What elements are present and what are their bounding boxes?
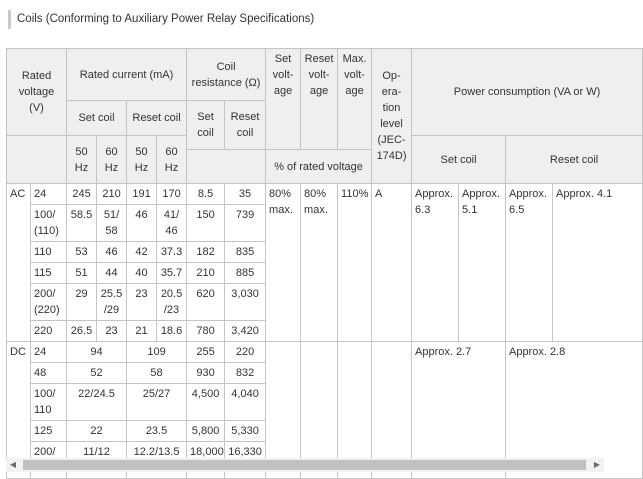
section-heading: Coils (Conforming to Auxiliary Power Relay Specifications)	[8, 10, 314, 29]
ac-label-cont	[7, 205, 31, 242]
header-rated-current: Rated current (mA)	[67, 49, 187, 101]
dc-set-resistance: 255	[187, 342, 225, 363]
ac-label-cont	[7, 284, 31, 321]
ac-set-60hz: 46	[97, 242, 127, 263]
ac-voltage: 110	[31, 242, 67, 263]
header-max-voltage: Max. volt-age	[338, 49, 372, 150]
scroll-left-arrow-icon[interactable]: ◀	[9, 460, 17, 469]
header-power-consumption: Power consumption (VA or W)	[412, 49, 643, 136]
dc-power-set: Approx. 2.7	[412, 342, 506, 479]
ac-set-60hz: 51/ 58	[97, 205, 127, 242]
ac-set-50hz: 245	[67, 184, 97, 205]
ac-power-set-initial: Approx. 6.3	[412, 184, 459, 342]
header-reset-50hz: 50 Hz	[127, 136, 157, 184]
ac-reset-resistance: 35	[225, 184, 266, 205]
ac-reset-60hz: 37.3	[157, 242, 187, 263]
dc-reset-current: 58	[127, 363, 187, 384]
ac-reset-resistance: 835	[225, 242, 266, 263]
ac-voltage: 220	[31, 321, 67, 342]
dc-reset-current: 23.5	[127, 421, 187, 442]
ac-set-resistance: 210	[187, 263, 225, 284]
ac-reset-50hz: 23	[127, 284, 157, 321]
table-viewport[interactable]	[6, 48, 613, 458]
ac-set-voltage: 80% max.	[266, 184, 301, 342]
dc-reset-resistance: 16,330	[225, 442, 266, 479]
ac-reset-resistance: 3,420	[225, 321, 266, 342]
header-power-set-coil: Set coil	[412, 136, 506, 184]
header-coil-resistance: Coil resistance (Ω)	[187, 49, 266, 101]
dc-set-resistance: 930	[187, 363, 225, 384]
dc-set-resistance: 5,800	[187, 421, 225, 442]
ac-voltage: 100/ (110)	[31, 205, 67, 242]
dc-set-resistance: 4,500	[187, 384, 225, 421]
header-set-coil-resistance: Set coil	[187, 101, 225, 150]
dc-voltage: 125	[31, 421, 67, 442]
ac-reset-50hz: 46	[127, 205, 157, 242]
header-operation-level: Op-era-tion level (JEC-174D)	[372, 49, 412, 184]
dc-label-cont	[7, 363, 31, 384]
horizontal-scrollbar[interactable]	[6, 458, 604, 472]
ac-set-60hz: 25.5 /29	[97, 284, 127, 321]
ac-power-reset-initial: Approx. 6.5	[506, 184, 553, 342]
dc-reset-current: 25/27	[127, 384, 187, 421]
ac-reset-60hz: 20.5 /23	[157, 284, 187, 321]
ac-voltage: 115	[31, 263, 67, 284]
ac-set-resistance: 150	[187, 205, 225, 242]
dc-set-current: 52	[67, 363, 127, 384]
dc-set-current: 22/24.5	[67, 384, 127, 421]
ac-label-cont	[7, 263, 31, 284]
dc-reset-current: 109	[127, 342, 187, 363]
ac-reset-50hz: 191	[127, 184, 157, 205]
ac-set-50hz: 51	[67, 263, 97, 284]
ac-reset-resistance: 885	[225, 263, 266, 284]
ac-set-60hz: 44	[97, 263, 127, 284]
ac-reset-60hz: 41/ 46	[157, 205, 187, 242]
ac-set-60hz: 210	[97, 184, 127, 205]
ac-set-resistance: 8.5	[187, 184, 225, 205]
header-reset-coil-resistance: Reset coil	[225, 101, 266, 150]
ac-reset-resistance: 739	[225, 205, 266, 242]
dc-label-cont	[7, 384, 31, 421]
header-pct-rated-voltage: % of rated voltage	[266, 150, 372, 184]
dc-label: DC	[7, 342, 31, 363]
ac-max-voltage: 110%	[338, 184, 372, 342]
ac-reset-50hz: 21	[127, 321, 157, 342]
scrollbar-thumb[interactable]	[23, 460, 586, 470]
ac-set-resistance: 182	[187, 242, 225, 263]
dc-reset-resistance: 5,330	[225, 421, 266, 442]
dc-reset-resistance: 832	[225, 363, 266, 384]
dc-voltage: 48	[31, 363, 67, 384]
ac-reset-60hz: 35.7	[157, 263, 187, 284]
ac-set-50hz: 29	[67, 284, 97, 321]
header-reset-voltage: Reset volt-age	[301, 49, 338, 150]
header-resistance-blank	[187, 150, 266, 184]
ac-voltage: 24	[31, 184, 67, 205]
ac-reset-50hz: 42	[127, 242, 157, 263]
ac-set-60hz: 23	[97, 321, 127, 342]
dc-power-reset: Approx. 2.8	[506, 342, 643, 479]
ac-set-50hz: 58.5	[67, 205, 97, 242]
header-voltage-blank	[7, 136, 67, 184]
dc-label-cont	[7, 421, 31, 442]
dc-voltage: 24	[31, 342, 67, 363]
header-set-50hz: 50 Hz	[67, 136, 97, 184]
header-set-coil-current: Set coil	[67, 101, 127, 136]
header-reset-60hz: 60 Hz	[157, 136, 187, 184]
ac-set-50hz: 26.5	[67, 321, 97, 342]
header-power-reset-coil: Reset coil	[506, 136, 643, 184]
ac-voltage: 200/ (220)	[31, 284, 67, 321]
ac-power-reset-rated: Approx. 4.1	[553, 184, 643, 342]
dc-set-resistance: 18,000	[187, 442, 225, 479]
ac-reset-voltage: 80% max.	[301, 184, 338, 342]
ac-set-resistance: 780	[187, 321, 225, 342]
header-set-voltage: Set volt-age	[266, 49, 301, 150]
dc-set-current: 11/12	[67, 442, 127, 479]
dc-reset-resistance: 4,040	[225, 384, 266, 421]
dc-reset-current: 12.2/13.5	[127, 442, 187, 479]
dc-set-current: 22	[67, 421, 127, 442]
dc-set-current: 94	[67, 342, 127, 363]
header-reset-coil-current: Reset coil	[127, 101, 187, 136]
ac-reset-60hz: 18.6	[157, 321, 187, 342]
ac-operation-level: A	[372, 184, 412, 342]
coil-spec-table	[6, 48, 643, 479]
ac-reset-60hz: 170	[157, 184, 187, 205]
scroll-right-arrow-icon[interactable]: ▶	[593, 460, 601, 469]
ac-set-resistance: 620	[187, 284, 225, 321]
header-set-60hz: 60 Hz	[97, 136, 127, 184]
ac-power-set-rated: Approx. 5.1	[459, 184, 506, 342]
ac-reset-50hz: 40	[127, 263, 157, 284]
ac-label-cont	[7, 321, 31, 342]
dc-voltage: 100/ 110	[31, 384, 67, 421]
ac-label-cont	[7, 242, 31, 263]
ac-label: AC	[7, 184, 31, 205]
dc-voltage: 200/	[31, 442, 67, 479]
dc-reset-resistance: 220	[225, 342, 266, 363]
ac-set-50hz: 53	[67, 242, 97, 263]
header-rated-voltage: Rated voltage (V)	[7, 49, 67, 136]
ac-reset-resistance: 3,030	[225, 284, 266, 321]
